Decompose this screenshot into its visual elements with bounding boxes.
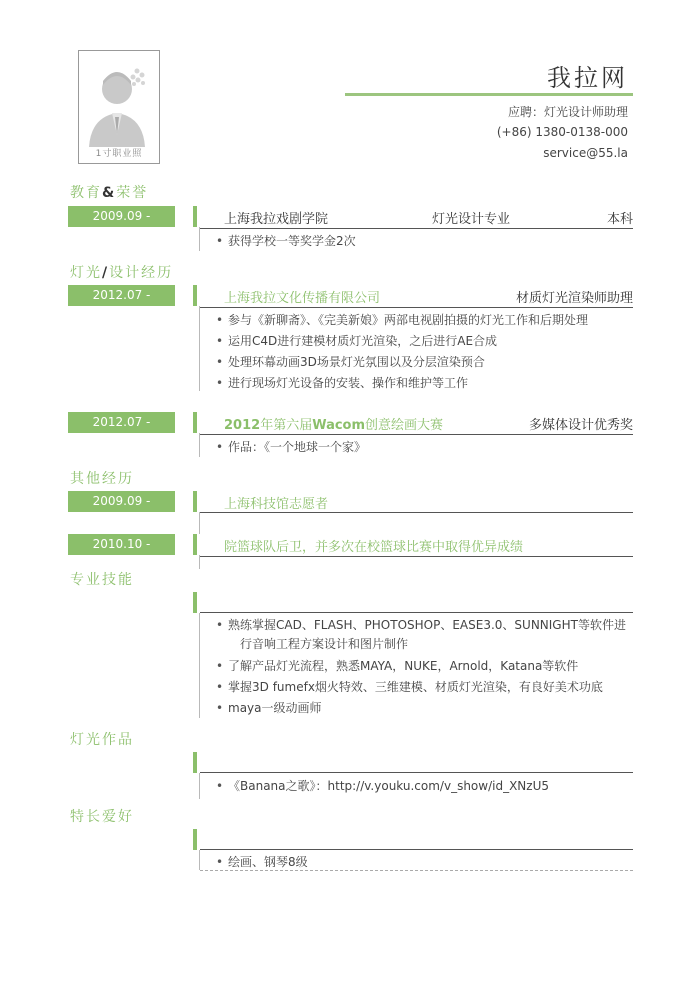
job-bullet: • 参与《新聊斋》、《完美新娘》两部电视剧拍摄的灯光工作和后期处理: [228, 310, 628, 330]
timeline-bar: [193, 491, 197, 512]
timeline-bar: [193, 285, 197, 306]
timeline-bar: [193, 829, 197, 850]
row-divider: [200, 512, 633, 513]
award-edition: 年第六届: [260, 418, 313, 433]
row-divider: [200, 434, 633, 435]
job-bullet: • 处理环幕动画3D场景灯光氛围以及分层渲染预合: [228, 352, 628, 372]
job-role: 材质灯光渲染师助理: [515, 291, 633, 306]
school-name: 上海我拉戏剧学院: [224, 212, 329, 227]
timeline-bar: [193, 206, 197, 227]
section-title-experience: [70, 262, 173, 282]
skill-bullet-continuation: 行音响工程方案设计和图片制作: [240, 637, 409, 651]
major: 灯光设计专业: [432, 212, 511, 227]
phone-number: (+86) 1380-0138-000: [496, 125, 628, 139]
job-bullet: • 进行现场灯光设备的安装、操作和维护等工作: [228, 373, 628, 393]
section-title-other: 其他经历: [70, 471, 134, 487]
timeline-bar: [193, 752, 197, 773]
photo-caption: 1寸职业照: [95, 149, 143, 159]
row-divider: [200, 849, 633, 850]
degree: 本科: [606, 212, 633, 227]
row-divider: [200, 228, 633, 229]
timeline-line: [199, 227, 200, 251]
skill-bullet: • maya一级动画师: [228, 698, 628, 718]
skill-bullet: • 熟练掌握CAD、FLASH、PHOTOSHOP、EASE3.0、SUNNIGHT等软件进: [228, 615, 628, 635]
applied-position: 应聘：灯光设计师助理: [507, 105, 628, 119]
other-date: 2010.10 - 2011.12: [68, 534, 175, 555]
section-title-education: [70, 182, 148, 202]
experience-title-sep: /: [102, 265, 110, 281]
name-underline: [345, 93, 633, 96]
skill-bullet: • 掌握3D fumefx烟火特效、三维建模、材质灯光渲染，有良好美术功底: [228, 677, 628, 697]
row-divider: [200, 307, 633, 308]
award-prize: 多媒体设计优秀奖: [528, 418, 633, 433]
hobby-bullet: • 绘画、钢琴8级: [228, 852, 628, 872]
row-divider: [200, 612, 633, 613]
other-date: 2009.09 - 2012.07: [68, 491, 175, 512]
award-bullet: • 作品：《一个地球一个家》: [228, 437, 628, 457]
education-title-part: 荣誉: [116, 185, 149, 201]
section-title-works: 灯光作品: [70, 732, 134, 748]
section-title-skills: 专业技能: [70, 572, 134, 588]
award-year: 2012: [224, 418, 261, 433]
section-title-hobbies: 特长爱好: [70, 809, 134, 825]
education-bullet: • 获得学校一等奖学金2次: [228, 231, 628, 251]
timeline-bar: [193, 534, 197, 555]
job-bullet: • 运用C4D进行建模材质灯光渲染，之后进行AE合成: [228, 331, 628, 351]
award-brand: Wacom: [312, 418, 366, 433]
education-entry: [224, 208, 633, 227]
job-entry: [224, 287, 633, 306]
timeline-line: [199, 773, 200, 799]
education-title-amp: &: [102, 185, 117, 201]
experience-title-part: 灯光: [70, 265, 102, 281]
work-bullet: • 《Banana之歌》：http://v.youku.com/v_show/id_XNzU5: [228, 776, 628, 796]
other-entry: 上海科技馆志愿者: [224, 497, 329, 512]
job-date: 2012.07 - 2012.10: [68, 285, 175, 306]
award-contest: 创意绘画大赛: [365, 418, 444, 433]
award-date: 2012.07 - 2012.09: [68, 412, 175, 433]
timeline-bar: [193, 412, 197, 433]
row-divider: [200, 556, 633, 557]
dashed-divider: [200, 870, 633, 871]
education-title-part: 教育: [70, 185, 102, 201]
experience-title-part: 设计经历: [109, 265, 174, 281]
candidate-name: 我拉网: [547, 64, 628, 92]
timeline-line: [199, 613, 200, 718]
timeline-line: [199, 850, 200, 870]
avatar-placeholder-icon: [79, 55, 159, 150]
timeline-line: [199, 433, 200, 457]
row-divider: [200, 772, 633, 773]
skill-bullet: • 了解产品灯光流程，熟悉MAYA，NUKE，Arnold，Katana等软件: [228, 656, 628, 676]
company-name: 上海我拉文化传播有限公司: [224, 291, 381, 306]
timeline-line: [199, 555, 200, 569]
education-date: 2009.09 - 2013.07: [68, 206, 175, 227]
timeline-line: [199, 306, 200, 391]
timeline-bar: [193, 592, 197, 613]
award-name: [224, 418, 443, 433]
other-entry: 院篮球队后卫，并多次在校篮球比赛中取得优异成绩: [224, 540, 524, 555]
email-address: service@55.la: [543, 146, 628, 160]
award-entry: [224, 414, 633, 433]
photo-frame: [78, 50, 160, 164]
timeline-line: [199, 512, 200, 534]
